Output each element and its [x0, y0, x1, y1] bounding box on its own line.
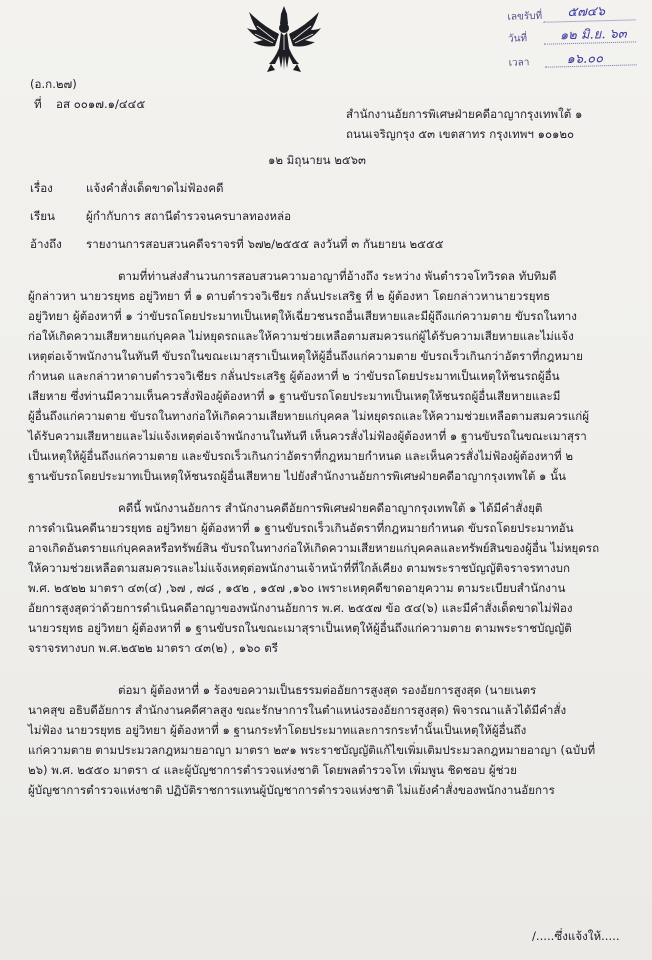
paragraph-line: ให้ความช่วยเหลือตามสมควรและไม่แจ้งเหตุต่อพนักงานเจ้าหน้าที่ที่ใกล้เคียง ตามพระราชบัญญัติจราจรทางบก	[28, 561, 571, 575]
paragraph-line: ผู้กล่าวหา นายวรยุทธ อยู่วิทยา ที่ ๑ ดาบตำรวจวิเชียร กลั่นประเสริฐ ที่ ๒ ผู้ต้องหา โดยกล่าวหานายวรยุทธ	[28, 289, 551, 303]
paragraph-line: คดีนี้ พนักงานอัยการ สำนักงานคดีอัยการพิเศษฝ่ายคดีอาญากรุงเทพใต้ ๑ ได้มีคำสั่งยุติ	[118, 501, 543, 515]
paragraph-line: กำหนด และกล่าวหาดาบตำรวจวิเชียร กลั่นประเสริฐ ผู้ต้องหาที่ ๒ ว่าขับรถโดยประมาทเป็นเหตุให้ชนรถผู้อื่น	[28, 369, 560, 383]
subject-value: แจ้งคำสั่งเด็ดขาดไม่ฟ้องคดี	[86, 181, 224, 195]
reference-label: ที่	[34, 97, 42, 111]
receipt-stamp	[501, 0, 645, 74]
office-name: สำนักงานอัยการพิเศษฝ่ายคดีอาญากรุงเทพใต้ ๑	[346, 107, 583, 121]
paragraph-line: จราจรทางบก พ.ศ.๒๕๒๒ มาตรา ๔๓(๒) , ๑๖๐ ตรี	[28, 641, 278, 655]
stamp-time-label: เวลา	[508, 57, 530, 69]
letter-date: ๑๒ มิถุนายน ๒๕๖๓	[268, 153, 366, 167]
stamp-date-value: ๑๒ มิ.ย. ๖๓	[559, 26, 627, 44]
paragraph-line: นาคสุข อธิบดีอัยการ สำนักงานคดีศาลสูง ขณะรักษาการในตำแหน่งรองอัยการสูงสุด) พิจารณาแล้วได้มีคำสั่ง	[28, 703, 567, 717]
paragraph-line: พ.ศ. ๒๕๒๒ มาตรา ๔๓(๔) ,๖๗ , ๗๘ , ๑๕๒ , ๑๕๗ ,๑๖๐ เพราะเหตุคดีขาดอายุความ ตามระเบียบสำนักงาน	[28, 581, 566, 595]
paragraph-line: อยู่วิทยา ผู้ต้องหาที่ ๑ ว่าขับรถโดยประมาทเป็นเหตุให้เฉี่ยวชนรถอื่นเสียหายและมีผู้ถึงแก่ความตาย ขับรถในทาง	[28, 309, 577, 323]
paragraph-line: เสียหาย ซึ่งท่านมีความเห็นควรสั่งฟ้องผู้ต้องหาที่ ๑ ฐานขับรถโดยประมาทเป็นเหตุให้ชนรถผู้อื่นเสียหายและมี	[28, 389, 561, 403]
paragraph-line: เหตุต่อเจ้าพนักงานในทันที ขับรถในขณะเมาสุราเป็นเหตุให้ผู้อื่นถึงแก่ความตาย ขับรถเร็วเกินกว่าอัตราที่กฎหมาย	[28, 349, 583, 363]
office-address: ถนนเจริญกรุง ๕๓ เขตสาทร กรุงเทพฯ ๑๐๑๒๐	[346, 127, 575, 141]
paragraph-line: ผู้บัญชาการตำรวจแห่งชาติ ปฏิบัติราชการแทนผู้บัญชาการตำรวจแห่งชาติ ไม่แย้งคำสั่งของพนักงานอัยการ	[28, 783, 555, 797]
paragraph-line: ผู้อื่นถึงแก่ความตาย ขับรถในทางก่อให้เกิดความเสียหายแก่บุคคล ไม่หยุดรถและให้ความช่วยเหลือตามสมควรแก่ผู้	[28, 409, 590, 423]
paragraph-line: เป็นเหตุให้ผู้อื่นถึงแก่ความตาย และขับรถเร็วเกินกว่าอัตราที่กฎหมายกำหนด และเห็นควรสั่งไม่ฟ้องผู้ต้องหาที่ ๒	[28, 449, 573, 463]
paragraph-line: อัยการสูงสุดว่าด้วยการดำเนินคดีอาญาของพนักงานอัยการ พ.ศ. ๒๕๕๗ ข้อ ๕๔(๖) และมีคำสั่งเด็ดขาดไม่ฟ้อง	[28, 601, 573, 615]
paragraph-line: ตามที่ท่านส่งสำนวนการสอบสวนความอาญาที่อ้างถึง ระหว่าง พันตำรวจโทวิรดล ทับทิมดี	[118, 269, 557, 283]
continuation-note: /.....ซึ่งแจ้งให้.....	[532, 929, 620, 943]
reference-doc-value: รายงานการสอบสวนคดีจราจรที่ ๖๗๒/๒๕๕๕ ลงวันที่ ๓ กันยายน ๒๕๕๕	[86, 237, 444, 251]
paragraph-line: การดำเนินคดีนายวรยุทธ อยู่วิทยา ผู้ต้องหาที่ ๑ ฐานขับรถเร็วเกินอัตราที่กฎหมายกำหนด ขับรถโดยประมาทอัน	[28, 521, 574, 535]
paragraph-line: ฐานขับรถโดยประมาทเป็นเหตุให้ชนรถผู้อื่นเสียหาย ไปยังสำนักงานอัยการพิเศษฝ่ายคดีอาญากรุงเทพใต้ ๑ นั้น	[28, 469, 566, 483]
paragraph-line: ได้รับความเสียหายและไม่แจ้งเหตุต่อเจ้าพนักงานในทันที เห็นควรสั่งไม่ฟ้องผู้ต้องหาที่ ๑ ฐานขับรถในขณะเมาสุรา	[28, 429, 587, 443]
paragraph-line: อาจเกิดอันตรายแก่บุคคลหรือทรัพย์สิน ขับรถในทางก่อให้เกิดความเสียหายแก่บุคคลและทรัพย์สินของผู้อื่น ไม่หยุดรถ	[28, 541, 600, 555]
recipient-value: ผู้กำกับการ สถานีตำรวจนครบาลทองหล่อ	[86, 209, 292, 223]
reference-doc-label: อ้างถึง	[30, 237, 62, 251]
stamp-date-label: วันที่	[507, 33, 528, 45]
recipient-label: เรียน	[30, 209, 55, 223]
stamp-time-value: ๑๖.๐๐	[566, 51, 604, 68]
stamp-number-label: เลขรับที่	[507, 10, 543, 23]
paragraph-line: นายวรยุทธ อยู่วิทยา ผู้ต้องหาที่ ๑ ฐานขับรถในขณะเมาสุราเป็นเหตุให้ผู้อื่นถึงแก่ความตาย ตามพระราชบัญญัติ	[28, 621, 572, 635]
garuda-emblem-icon	[245, 4, 323, 76]
subject-label: เรื่อง	[30, 181, 53, 195]
stamp-number-value: ๕๗๔๖	[567, 4, 606, 21]
paragraph-line: แก่ความตาย ตามประมวลกฎหมายอาญา มาตรา ๒๙๑ พระราชบัญญัติแก้ไขเพิ่มเติมประมวลกฎหมายอาญา (ฉบับที่	[28, 743, 596, 757]
paragraph-line: ต่อมา ผู้ต้องหาที่ ๑ ร้องขอความเป็นธรรมต่ออัยการสูงสุด รองอัยการสูงสุด (นายเนตร	[118, 683, 537, 697]
paragraph-line: ก่อให้เกิดความเสียหายแก่บุคคล ไม่หยุดรถและให้ความช่วยเหลือตามสมควรแก่ผู้ได้รับความเสียหายและไม่แจ้ง	[28, 329, 574, 343]
paragraph-line: ๒๖) พ.ศ. ๒๕๕๐ มาตรา ๔ และผู้บัญชาการตำรวจแห่งชาติ โดยพลตำรวจโท เพิ่มพูน ชิดชอบ ผู้ช่วย	[28, 763, 517, 777]
reference-number: อส ๐๐๑๗.๑/๔๔๕	[56, 97, 146, 111]
paragraph-line: ไม่ฟ้อง นายวรยุทธ อยู่วิทยา ผู้ต้องหาที่ ๑ ฐานกระทำโดยประมาทและการกระทำนั้นเป็นเหตุให้ผู้อื่นถึง	[28, 723, 527, 737]
form-code: (อ.ก.๒๗)	[30, 77, 77, 91]
